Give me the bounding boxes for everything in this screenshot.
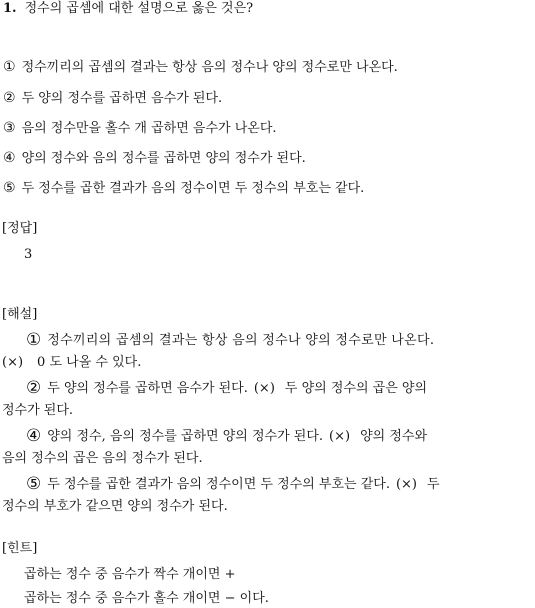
choice-4 [3, 149, 306, 168]
explanation-mark: (×) [329, 429, 351, 444]
choice-text: 두 정수를 곱한 결과가 음의 정수이면 두 정수의 부호는 같다. [21, 181, 365, 196]
explanation-statement: 두 정수를 곱한 결과가 음의 정수이면 두 정수의 부호는 같다. [47, 477, 390, 492]
explanation-marker: ① [26, 330, 42, 350]
explanation-4 [26, 475, 440, 494]
hint-line-2: 곱하는 정수 중 음수가 홀수 개이면 − 이다. [24, 591, 269, 606]
explanation-reason: 두 양의 정수의 곱은 양의 [284, 381, 428, 396]
question-heading [3, 0, 253, 18]
choice-marker: ④ [3, 150, 16, 166]
explanation-statement: 두 양의 정수를 곱하면 음수가 된다. [47, 381, 248, 396]
question-number: 1. [3, 1, 17, 16]
explanation-1 [26, 331, 434, 350]
explanation-4-cont: 정수의 부호가 같으면 양의 정수가 된다. [2, 499, 228, 514]
answer-value: 3 [24, 247, 33, 262]
question-prompt: 정수의 곱셈에 대한 설명으로 옳은 것은? [24, 1, 254, 16]
choice-marker: ⑤ [3, 180, 16, 196]
explanation-statement: 양의 정수, 음의 정수를 곱하면 양의 정수가 된다. [47, 429, 324, 444]
explanation-reason: 양의 정수와 [360, 429, 428, 444]
explanation-2-cont: 정수가 된다. [2, 403, 74, 418]
explanation-statement: 정수끼리의 곱셈의 결과는 항상 음의 정수나 양의 정수로만 나온다. [47, 333, 435, 348]
choice-1 [3, 58, 398, 77]
choice-text: 정수끼리의 곱셈의 결과는 항상 음의 정수나 양의 정수로만 나온다. [21, 60, 398, 75]
explanation-1-reason [2, 354, 141, 372]
hint-line-1: 곱하는 정수 중 음수가 짝수 개이면 + [24, 567, 236, 582]
explanation-mark: (×) [253, 381, 275, 396]
explanation-reason: 두 [427, 477, 440, 492]
explanation-mark: (×) [2, 355, 24, 370]
hint-label: [힌트] [2, 541, 38, 556]
explanation-label: [해설] [2, 307, 38, 322]
choice-marker: ③ [3, 120, 16, 136]
choice-2 [3, 89, 222, 108]
choice-text: 양의 정수와 음의 정수를 곱하면 양의 정수가 된다. [21, 151, 306, 166]
choice-marker: ① [3, 59, 16, 75]
explanation-marker: ② [26, 378, 42, 398]
explanation-mark: (×) [395, 477, 418, 492]
choice-3 [3, 119, 277, 138]
choice-5 [3, 179, 364, 198]
explanation-3-cont: 음의 정수의 곱은 음의 정수가 된다. [2, 451, 203, 466]
explanation-reason: 0 도 나올 수 있다. [37, 355, 142, 370]
choice-text: 두 양의 정수를 곱하면 음수가 된다. [21, 91, 223, 106]
explanation-2 [26, 379, 427, 398]
explanation-3 [26, 427, 427, 446]
choice-marker: ② [3, 90, 16, 106]
explanation-marker: ④ [26, 426, 42, 446]
answer-label: [정답] [2, 221, 38, 236]
choice-text: 음의 정수만을 홀수 개 곱하면 음수가 나온다. [21, 121, 277, 136]
explanation-marker: ⑤ [26, 474, 42, 494]
